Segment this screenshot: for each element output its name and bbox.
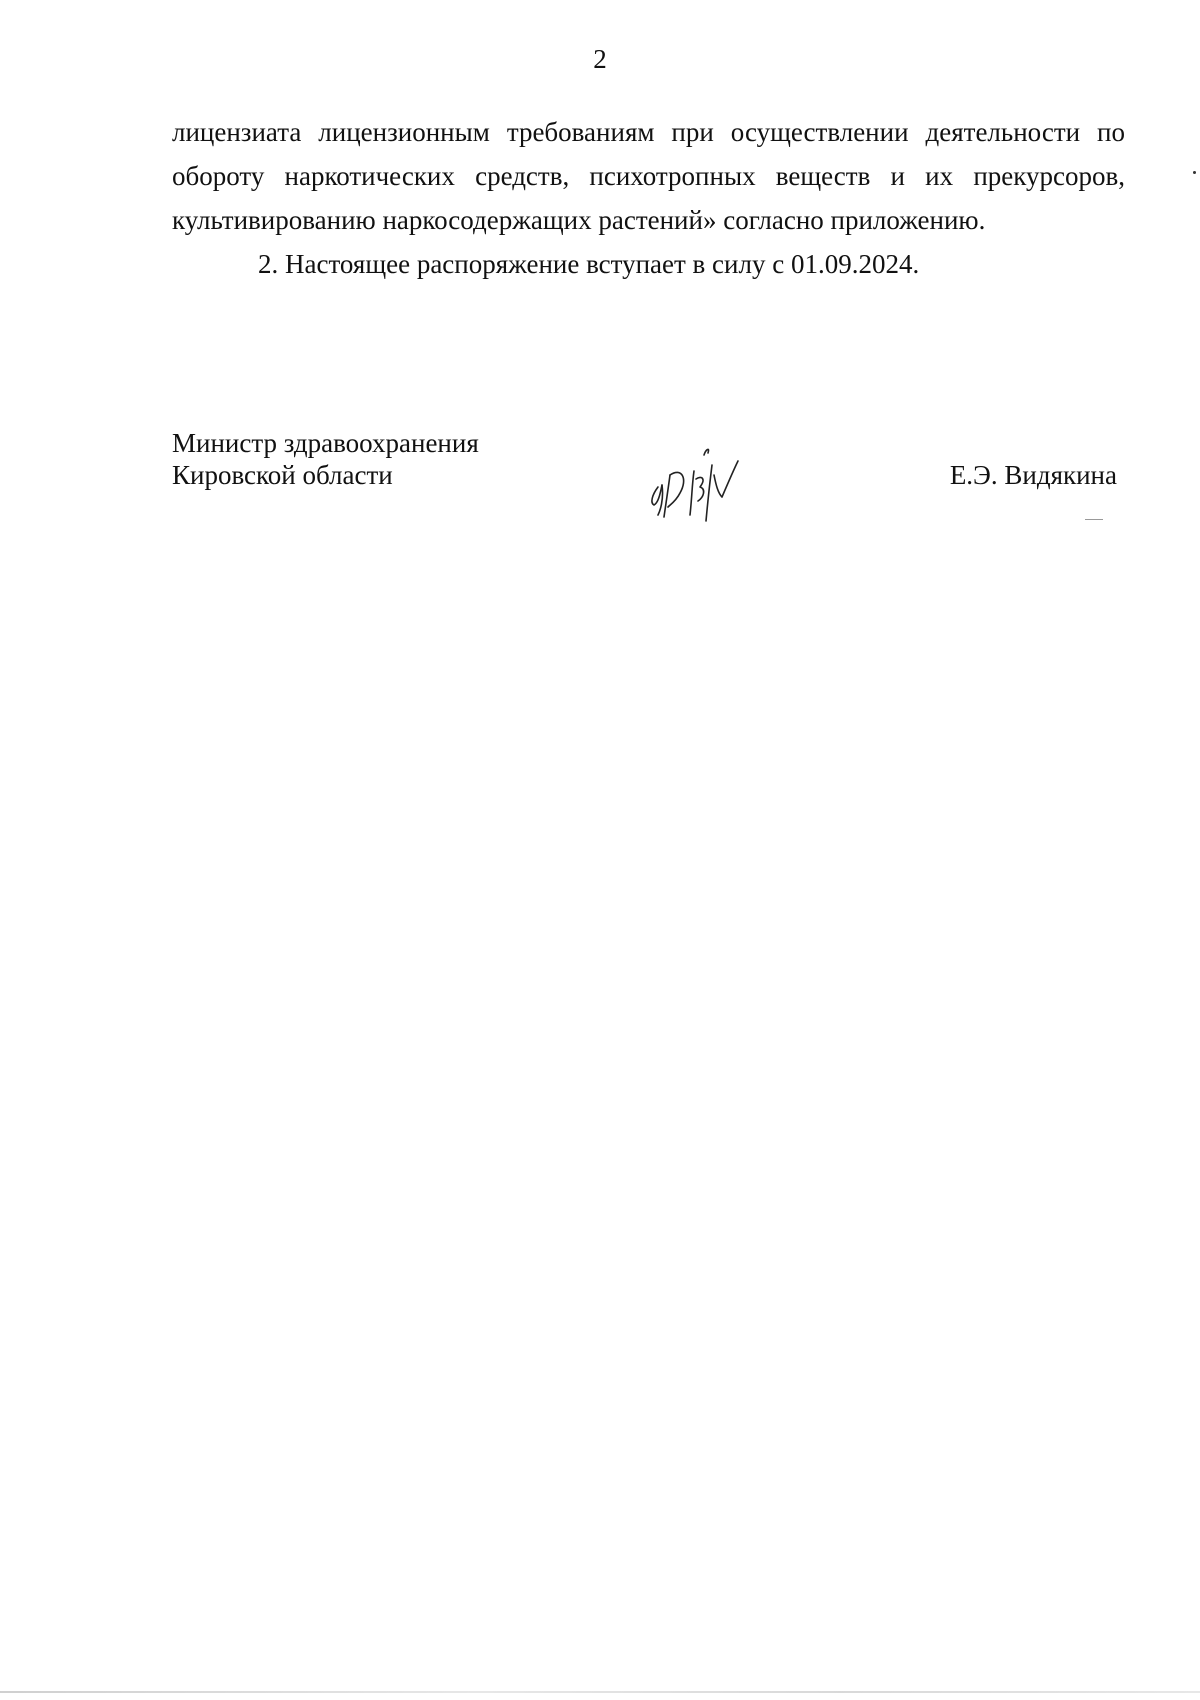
paragraph-continuation [172, 110, 1125, 242]
scan-artifact-dash [1085, 519, 1103, 520]
handwritten-signature [642, 445, 752, 525]
signer-position [172, 427, 479, 491]
signer-name: Е.Э. Видякина [949, 460, 1117, 490]
page-number: 2 [593, 44, 607, 74]
signature-block [172, 427, 1125, 527]
text-line: культивированию наркосодержащих растений» согласно приложению. [172, 205, 986, 235]
document-body [172, 110, 1125, 286]
signer-position-line-1: Министр здравоохранения [172, 428, 479, 458]
signer-position-line-2: Кировской области [172, 460, 393, 490]
text-line: лицензиата лицензионным требованиям при осуществлении деятельности по [172, 117, 1125, 147]
paragraph-item-2: 2. Настоящее распоряжение вступает в силу с 01.09.2024. [258, 249, 920, 279]
scan-bottom-edge [0, 1691, 1200, 1693]
text-line: обороту наркотических средств, психотропных веществ и их прекурсоров, [172, 161, 1125, 191]
scan-artifact-dot [1193, 171, 1196, 174]
